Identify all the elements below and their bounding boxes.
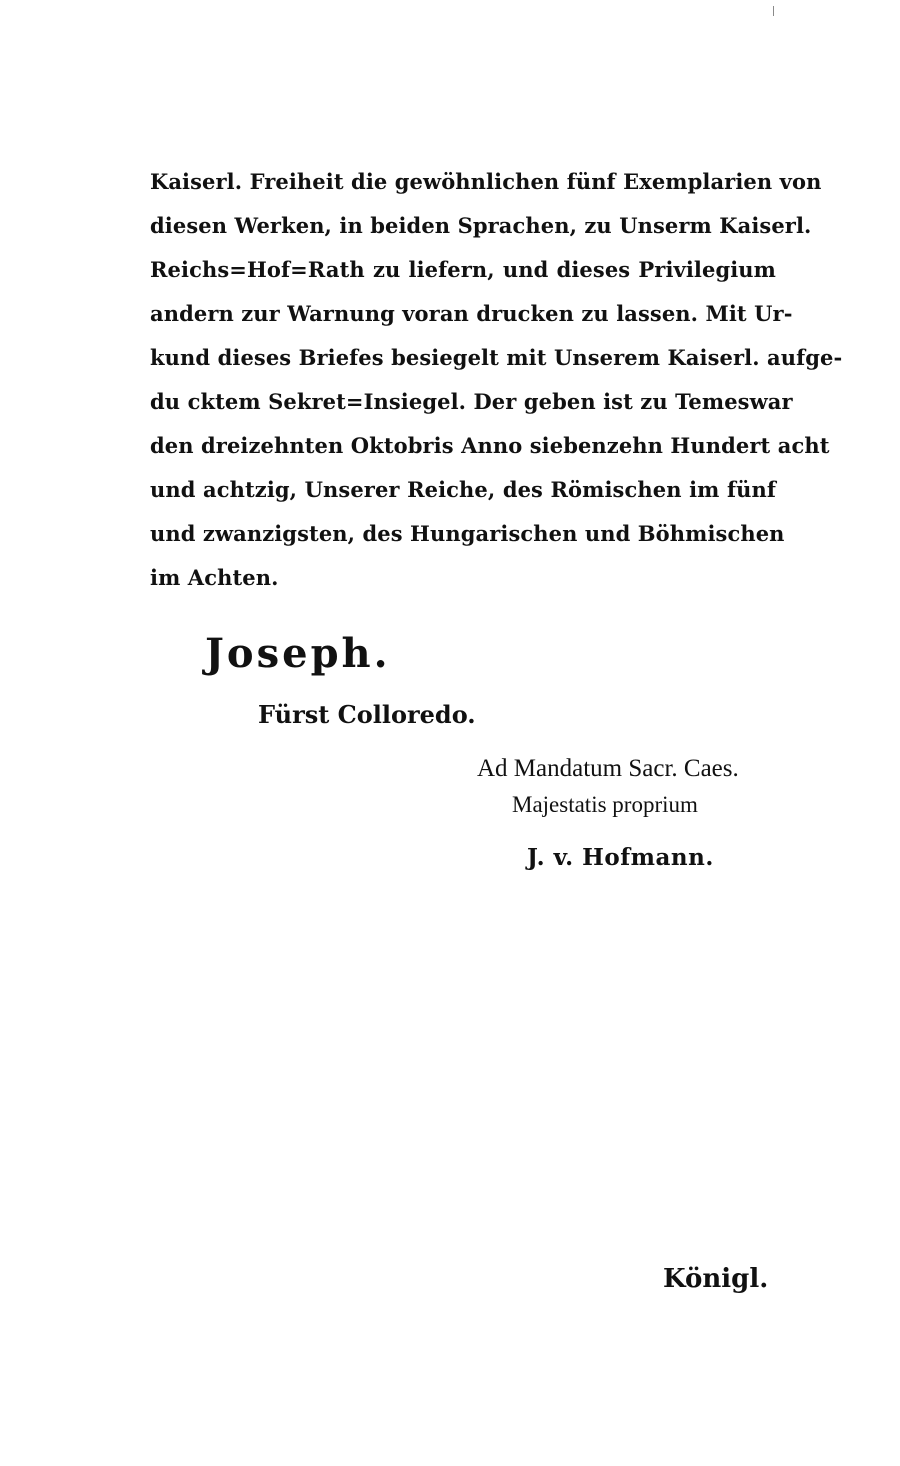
- edge-mark: [773, 6, 774, 16]
- mandate-line-1: Ad Mandatum Sacr. Caes.: [477, 755, 739, 782]
- privilege-text: [150, 160, 843, 600]
- text-line: diesen Werken, in beiden Sprachen, zu Unserm Kaiserl.: [150, 213, 812, 238]
- text-line: und achtzig, Unserer Reiche, des Römischen im fünf: [150, 477, 776, 502]
- text-line: Reichs=Hof=Rath zu liefern, und dieses Privilegium: [150, 257, 776, 282]
- text-line: kund dieses Briefes besiegelt mit Unserem Kaiserl. aufge-: [150, 345, 843, 370]
- text-line: Kaiserl. Freiheit die gewöhnlichen fünf Exemplarien von: [150, 169, 822, 194]
- signature-colloredo: Fürst Colloredo.: [258, 700, 476, 729]
- text-line: den dreizehnten Oktobris Anno siebenzehn Hundert acht: [150, 433, 830, 458]
- text-line: im Achten.: [150, 565, 279, 590]
- text-line: du cktem Sekret=Insiegel. Der geben ist zu Temeswar: [150, 389, 793, 414]
- signature-joseph: Joseph.: [205, 630, 391, 677]
- text-line: andern zur Warnung voran drucken zu lassen. Mit Ur-: [150, 301, 793, 326]
- text-line: und zwanzigsten, des Hungarischen und Böhmischen: [150, 521, 785, 546]
- signature-hofmann: J. v. Hofmann.: [527, 844, 714, 871]
- catchword: Königl.: [663, 1264, 769, 1294]
- mandate-line-2: Majestatis proprium: [512, 792, 698, 817]
